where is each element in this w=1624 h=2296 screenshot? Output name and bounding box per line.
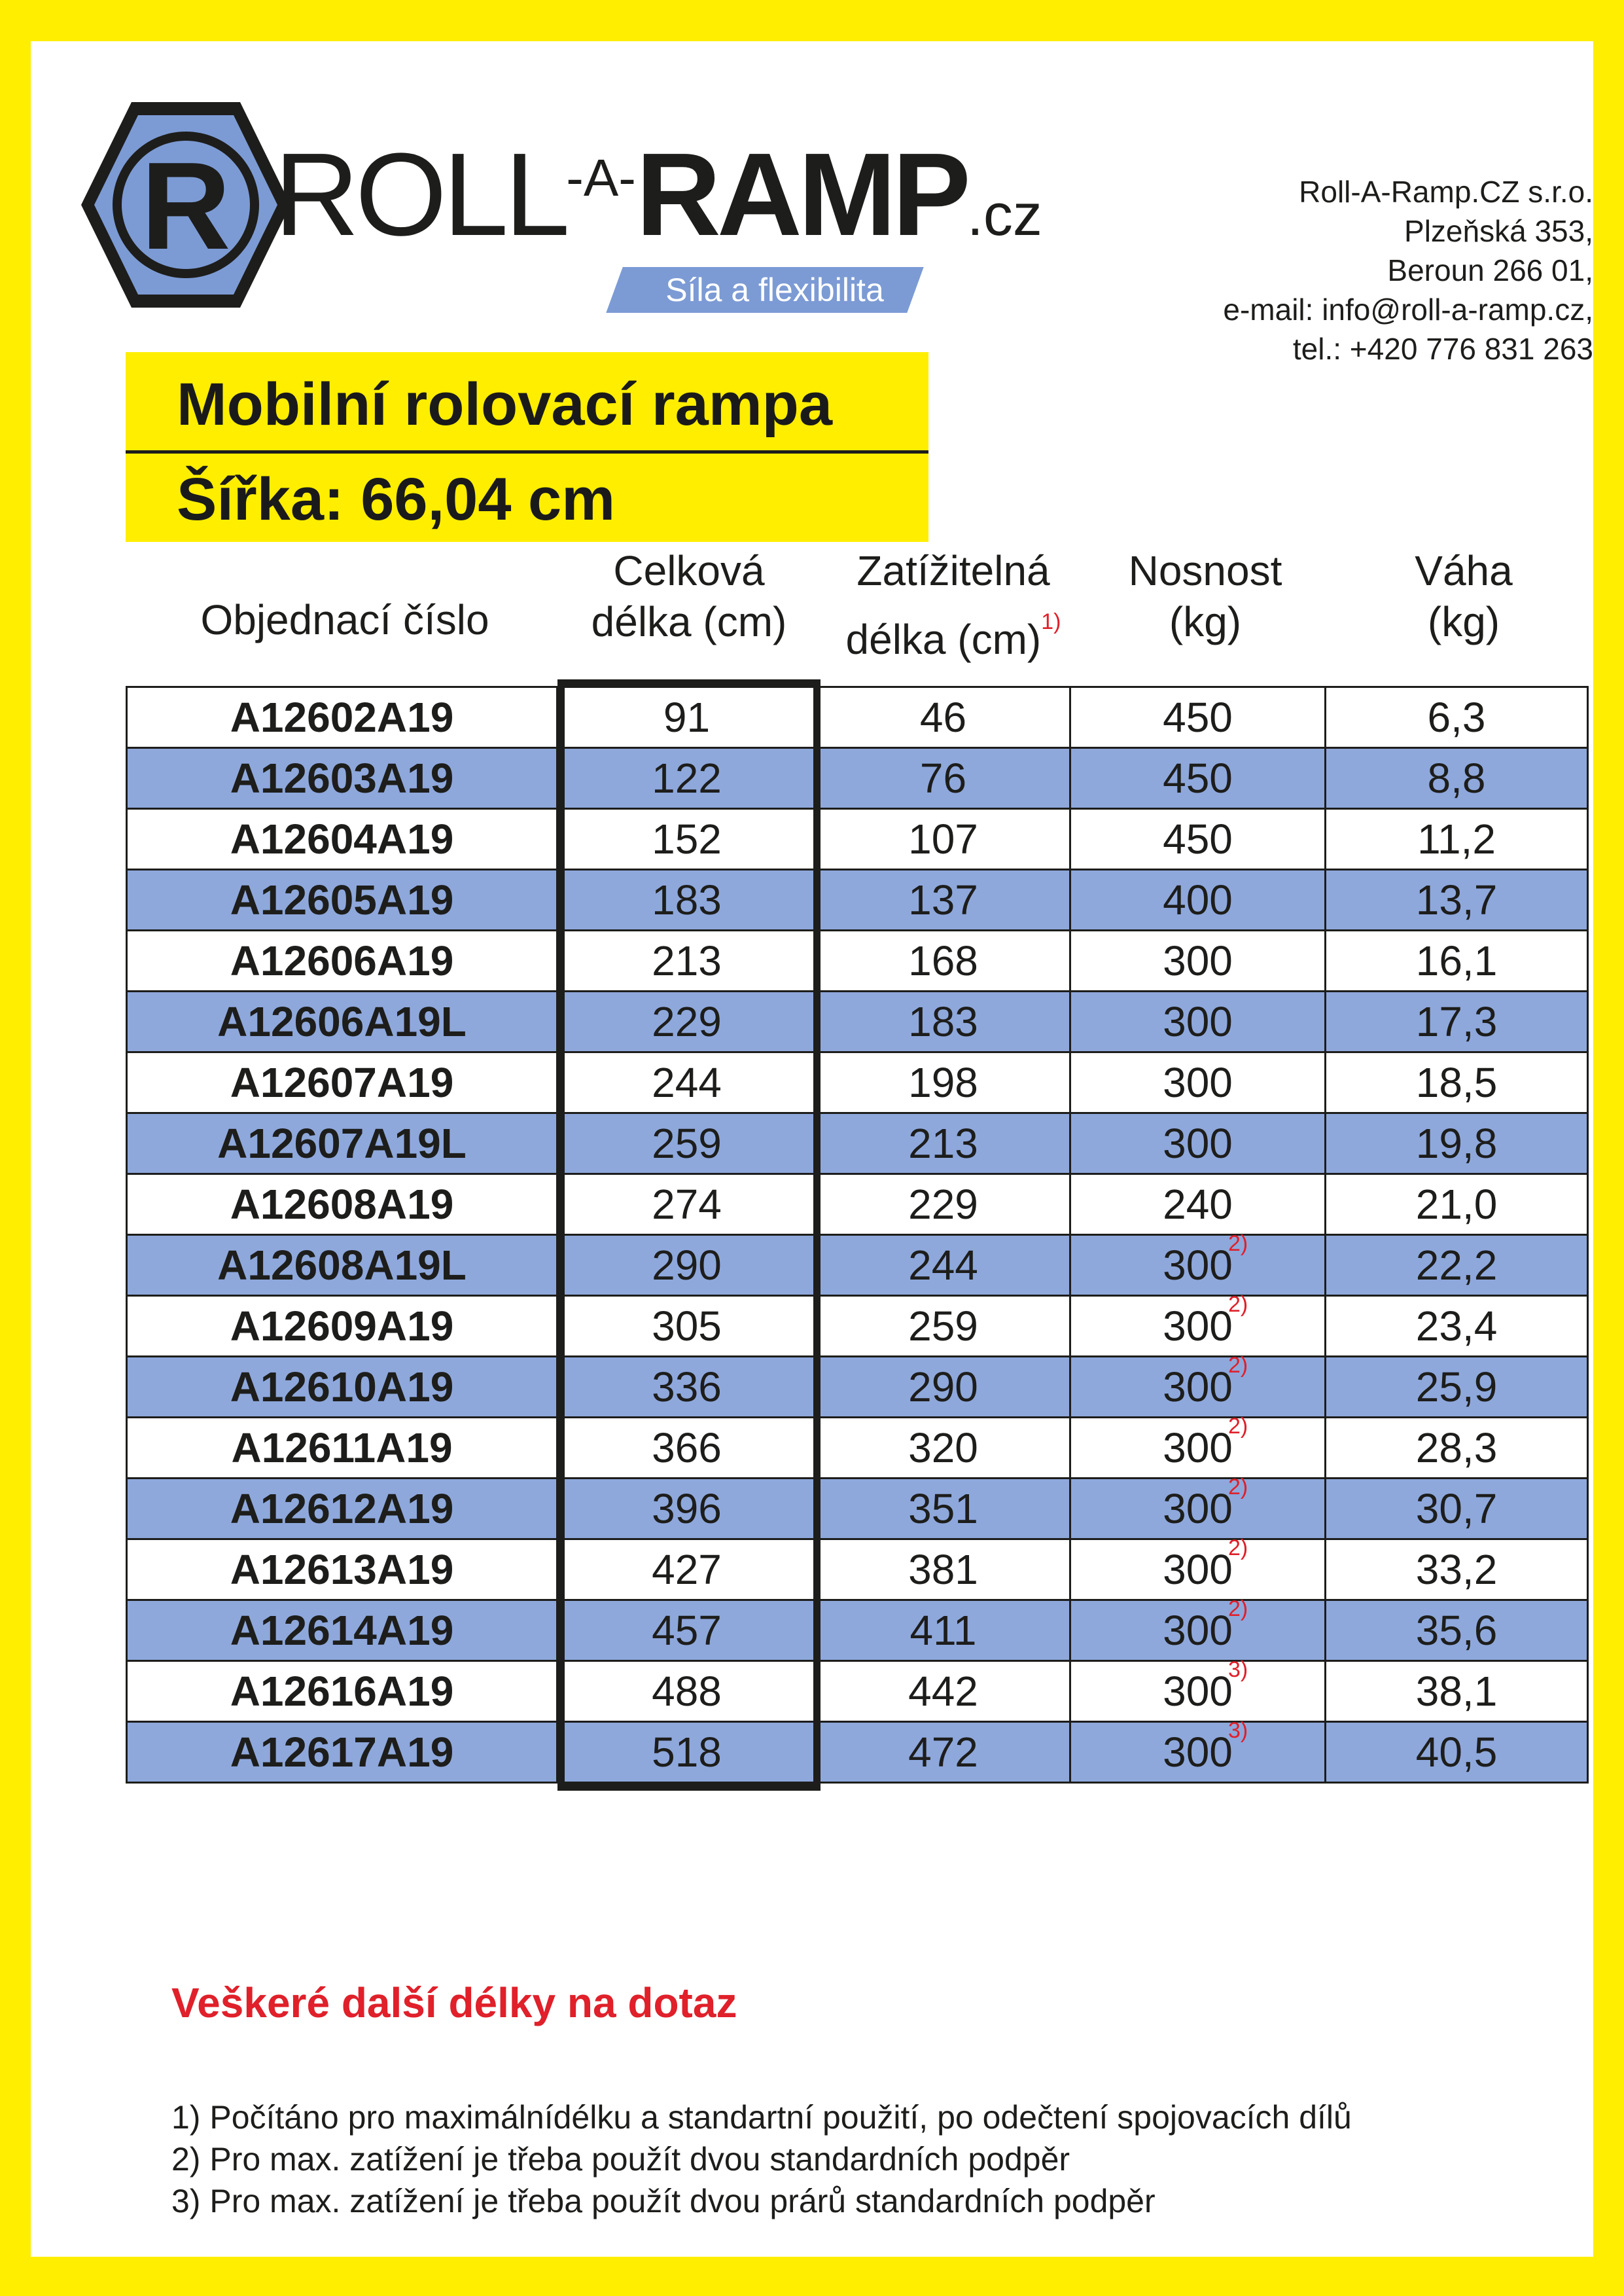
cell-load-length: 351 [817, 1479, 1071, 1538]
table-row [128, 1414, 1589, 1479]
table-row [128, 1353, 1589, 1418]
cell-load-length: 381 [817, 1540, 1071, 1599]
cell-load-length: 290 [817, 1357, 1071, 1416]
cell-total-length: 259 [558, 1114, 817, 1173]
logo-word-a: -A- [566, 149, 636, 207]
cell-load-length: 411 [817, 1601, 1071, 1660]
ramp-table [126, 686, 1589, 1784]
cell-weight: 8,8 [1326, 749, 1589, 808]
cell-capacity: 450 [1071, 688, 1326, 747]
cell-order-number: A12608A19L [128, 1236, 558, 1295]
more-lengths-note: Veškeré další délky na dotaz [171, 1979, 737, 2026]
company-street: Plzeňská 353, [1404, 214, 1593, 248]
cell-capacity: 300 3) [1071, 1662, 1326, 1721]
cell-load-length: 213 [817, 1114, 1071, 1173]
cell-weight: 22,2 [1326, 1236, 1589, 1295]
cell-load-length: 259 [817, 1297, 1071, 1355]
cell-order-number: A12611A19 [128, 1418, 558, 1477]
cell-total-length: 366 [558, 1418, 817, 1477]
cell-load-length: 244 [817, 1236, 1071, 1295]
cell-order-number: A12617A19 [128, 1723, 558, 1782]
logo-wordmark [274, 129, 1042, 260]
slogan-text: Síla a flexibilita [665, 272, 884, 308]
table-row [128, 992, 1589, 1053]
capacity-footnote-ref: 2) [1228, 1475, 1248, 1499]
cell-load-length: 46 [817, 688, 1071, 747]
header-weight: Váha (kg) [1415, 547, 1513, 645]
cell-capacity: 300 [1071, 992, 1326, 1051]
cell-weight: 11,2 [1326, 810, 1589, 869]
cell-order-number: A12604A19 [128, 810, 558, 869]
cell-total-length: 427 [558, 1540, 817, 1599]
cell-weight: 23,4 [1326, 1297, 1589, 1355]
cell-total-length: 229 [558, 992, 817, 1051]
cell-weight: 19,8 [1326, 1114, 1589, 1173]
cell-order-number: A12607A19L [128, 1114, 558, 1173]
cell-total-length: 488 [558, 1662, 817, 1721]
cell-load-length: 442 [817, 1662, 1071, 1721]
cell-total-length: 213 [558, 931, 817, 990]
table-row [128, 931, 1589, 992]
cell-order-number: A12614A19 [128, 1601, 558, 1660]
cell-load-length: 229 [817, 1175, 1071, 1234]
cell-weight: 35,6 [1326, 1601, 1589, 1660]
cell-order-number: A12607A19 [128, 1053, 558, 1112]
cell-load-length: 472 [817, 1723, 1071, 1782]
cell-capacity: 300 3) [1071, 1723, 1326, 1782]
capacity-footnote-ref: 2) [1228, 1414, 1248, 1439]
cell-total-length: 305 [558, 1297, 817, 1355]
cell-total-length: 122 [558, 749, 817, 808]
table-row [128, 1657, 1589, 1723]
title-divider [126, 450, 928, 454]
cell-total-length: 244 [558, 1053, 817, 1112]
product-title: Mobilní rolovací rampa [177, 371, 832, 438]
cell-capacity: 300 2) [1071, 1479, 1326, 1538]
cell-capacity: 300 2) [1071, 1236, 1326, 1295]
cell-total-length: 91 [558, 688, 817, 747]
cell-load-length: 198 [817, 1053, 1071, 1112]
table-row [128, 1292, 1589, 1357]
cell-total-length: 396 [558, 1479, 817, 1538]
product-width: Šířka: 66,04 cm [177, 466, 616, 533]
cell-capacity: 300 [1071, 1114, 1326, 1173]
company-city: Beroun 266 01, [1387, 253, 1593, 287]
cell-weight: 38,1 [1326, 1662, 1589, 1721]
cell-weight: 18,5 [1326, 1053, 1589, 1112]
capacity-footnote-ref: 3) [1228, 1657, 1248, 1682]
company-phone: tel.: +420 776 831 263 [1292, 332, 1593, 366]
cell-weight: 6,3 [1326, 688, 1589, 747]
company-logo [78, 97, 1042, 319]
cell-capacity: 300 [1071, 1053, 1326, 1112]
table-row [128, 1114, 1589, 1175]
cell-total-length: 518 [558, 1723, 817, 1782]
logo-domain: .cz [966, 183, 1042, 248]
cell-capacity: 300 2) [1071, 1601, 1326, 1660]
cell-load-length: 183 [817, 992, 1071, 1051]
capacity-footnote-ref: 2) [1228, 1535, 1248, 1560]
cell-load-length: 168 [817, 931, 1071, 990]
logo-letter: R [141, 137, 231, 276]
header-order-number: Objednací číslo [200, 596, 489, 643]
table-row [128, 1535, 1589, 1601]
cell-order-number: A12605A19 [128, 870, 558, 929]
table-row [128, 1596, 1589, 1662]
cell-order-number: A12608A19 [128, 1175, 558, 1234]
cell-total-length: 274 [558, 1175, 817, 1234]
header-total-length: Celková délka (cm) [591, 547, 787, 645]
cell-total-length: 152 [558, 810, 817, 869]
cell-weight: 40,5 [1326, 1723, 1589, 1782]
capacity-footnote-ref: 2) [1228, 1353, 1248, 1378]
cell-weight: 17,3 [1326, 992, 1589, 1051]
cell-capacity: 300 [1071, 931, 1326, 990]
cell-load-length: 76 [817, 749, 1071, 808]
cell-capacity: 240 [1071, 1175, 1326, 1234]
cell-total-length: 183 [558, 870, 817, 929]
table-row [128, 870, 1589, 931]
company-email: e-mail: info@roll-a-ramp.cz, [1223, 293, 1593, 327]
price-sheet [31, 41, 1593, 2257]
cell-weight: 28,3 [1326, 1418, 1589, 1477]
header-load-length: Zatížitelná délka (cm)$^{1)}$ [845, 547, 1061, 663]
cell-capacity: 400 [1071, 870, 1326, 929]
footnote-3: 3) Pro max. zatížení je třeba použít dvou prárů standardních podpěr [171, 2183, 1156, 2219]
table-row [128, 1718, 1589, 1784]
cell-order-number: A12616A19 [128, 1662, 558, 1721]
cell-capacity: 300 2) [1071, 1418, 1326, 1477]
total-length-column-frame [557, 679, 821, 1791]
table-row [128, 688, 1589, 749]
capacity-footnote-ref: 2) [1228, 1596, 1248, 1621]
cell-load-length: 137 [817, 870, 1071, 929]
cell-capacity: 300 2) [1071, 1540, 1326, 1599]
cell-load-length: 320 [817, 1418, 1071, 1477]
table-row [128, 1231, 1589, 1297]
cell-order-number: A12609A19 [128, 1297, 558, 1355]
cell-capacity: 450 [1071, 749, 1326, 808]
company-name: Roll-A-Ramp.CZ s.r.o. [1299, 175, 1593, 209]
capacity-footnote-ref: 3) [1228, 1718, 1248, 1743]
cell-total-length: 336 [558, 1357, 817, 1416]
company-address [939, 172, 1593, 368]
footnote-1: 1) Počítáno pro maximálnídélku a standartní použití, po odečtení spojovacích dílů [171, 2099, 1352, 2136]
logo-word-roll: ROLL [274, 129, 567, 260]
cell-weight: 25,9 [1326, 1357, 1589, 1416]
cell-order-number: A12610A19 [128, 1357, 558, 1416]
logo-hexagon-icon [78, 97, 294, 313]
cell-weight: 30,7 [1326, 1479, 1589, 1538]
logo-word-ramp: RAMP [635, 129, 967, 260]
capacity-footnote-ref: 2) [1228, 1292, 1248, 1317]
cell-load-length: 107 [817, 810, 1071, 869]
table-row [128, 749, 1589, 810]
table-row [128, 1053, 1589, 1114]
cell-order-number: A12606A19L [128, 992, 558, 1051]
footnotes [171, 2096, 1352, 2222]
cell-weight: 13,7 [1326, 870, 1589, 929]
cell-capacity: 300 2) [1071, 1357, 1326, 1416]
cell-weight: 21,0 [1326, 1175, 1589, 1234]
title-box [126, 352, 928, 542]
footnote-ref-1: 1) [1041, 609, 1061, 634]
cell-weight: 33,2 [1326, 1540, 1589, 1599]
cell-order-number: A12602A19 [128, 688, 558, 747]
table-row [128, 810, 1589, 870]
footnote-2: 2) Pro max. zatížení je třeba použít dvou standardních podpěr [171, 2141, 1070, 2178]
cell-capacity: 300 2) [1071, 1297, 1326, 1355]
cell-capacity: 450 [1071, 810, 1326, 869]
cell-total-length: 290 [558, 1236, 817, 1295]
cell-order-number: A12603A19 [128, 749, 558, 808]
cell-order-number: A12606A19 [128, 931, 558, 990]
capacity-footnote-ref: 2) [1228, 1231, 1248, 1256]
cell-weight: 16,1 [1326, 931, 1589, 990]
table-row [128, 1475, 1589, 1540]
header-capacity: Nosnost (kg) [1128, 547, 1282, 645]
table-row [128, 1175, 1589, 1236]
cell-order-number: A12612A19 [128, 1479, 558, 1538]
cell-total-length: 457 [558, 1601, 817, 1660]
cell-order-number: A12613A19 [128, 1540, 558, 1599]
